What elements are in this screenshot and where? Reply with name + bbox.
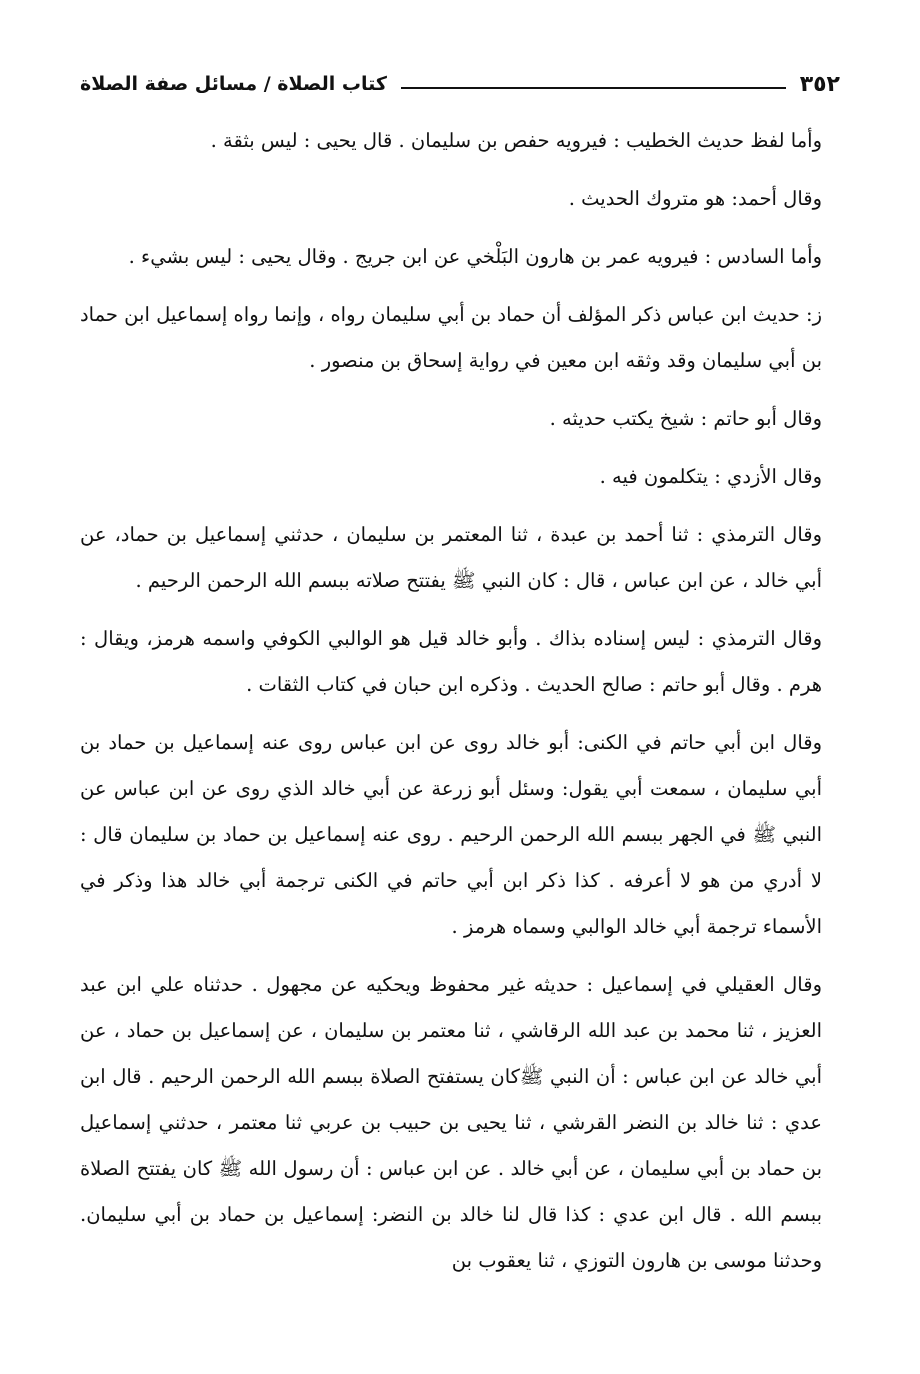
paragraph-ibn-abi-hatim-kuna: وقال ابن أبي حاتم في الكنى: أبو خالد روى عن ابن عباس روى عنه إسماعيل بن حماد بن أبي سليمان ، سمعت أبي يقول: وسئل أبو زرعة عن أبي خالد الذي روى عن ابن عباس عن النبي ﷺ في الجهر ببسم الله الرحمن الرحيم . روى عنه إسماعيل بن حماد بن سليمان قال : لا أدري من هو لا أعرفه . كذا ذكر ابن أبي حاتم في الكنى ترجمة أبي خالد هذا وذكر في الأسماء ترجمة أبي خالد الوالبي وسماه هرمز . bbox=[80, 731, 822, 938]
paragraph-uqayli: وقال العقيلي في إسماعيل : حديثه غير محفوظ ويحكيه عن مجهول . حدثناه علي ابن عبد العزيز ، ثنا محمد بن عبد الله الرقاشي ، ثنا معتمر بن سليمان ، عن إسماعيل بن حماد ، عن أبي خالد عن ابن عباس : أن النبي ﷺكان يستفتح الصلاة ببسم الله الرحمن الرحيم . قال ابن عدي : ثنا خالد بن النضر القرشي ، ثنا يحيى بن حبيب بن عربي ثنا معتمر ، حدثني إسماعيل بن حماد بن أبي سليمان ، عن أبي خالد . عن ابن عباس : أن رسول الله ﷺ كان يفتتح الصلاة ببسم الله . قال ابن عدي : كذا قال لنا خالد بن النضر: إسماعيل بن حماد بن أبي سليمان. وحدثنا موسى بن هارون التوزي ، ثنا يعقوب بن bbox=[80, 973, 822, 1272]
main-text bbox=[80, 118, 822, 1294]
paragraph-ahmad-matruk: وقال أحمد: هو متروك الحديث . bbox=[568, 187, 822, 210]
page-header bbox=[80, 64, 840, 104]
page-number: ٣٥٢ bbox=[799, 71, 840, 97]
paragraph-khatib-hadith: وأما لفظ حديث الخطيب : فيرويه حفص بن سليمان . قال يحيى : ليس بثقة . bbox=[210, 129, 822, 152]
paragraph-tirmidhi-grading: وقال الترمذي : ليس إسناده بذاك . وأبو خالد قيل هو الوالبي الكوفي واسمه هرمز، ويقال : هرم . وقال أبو حاتم : صالح الحديث . وذكره ابن حبان في كتاب الثقات . bbox=[80, 627, 822, 696]
paragraph-azdi: وقال الأزدي : يتكلمون فيه . bbox=[599, 465, 822, 488]
paragraph-abu-hatim: وقال أبو حاتم : شيخ يكتب حديثه . bbox=[549, 407, 822, 430]
paragraph-ibn-abbas-note: ز: حديث ابن عباس ذكر المؤلف أن حماد بن أبي سليمان رواه ، وإنما رواه إسماعيل ابن حماد بن أبي سليمان وقد وثقه ابن معين في رواية إسحاق بن منصور . bbox=[80, 303, 822, 372]
running-title: كتاب الصلاة / مسائل صفة الصلاة bbox=[80, 73, 387, 95]
paragraph-sixth-narration: وأما السادس : فيرويه عمر بن هارون البَلْخي عن ابن جريج . وقال يحيى : ليس بشيء . bbox=[128, 245, 822, 268]
header-rule bbox=[401, 87, 786, 89]
paragraph-tirmidhi-narration: وقال الترمذي : ثنا أحمد بن عبدة ، ثنا المعتمر بن سليمان ، حدثني إسماعيل بن حماد، عن أبي خالد ، عن ابن عباس ، قال : كان النبي ﷺ يفتتح صلاته ببسم الله الرحمن الرحيم . bbox=[80, 523, 822, 592]
